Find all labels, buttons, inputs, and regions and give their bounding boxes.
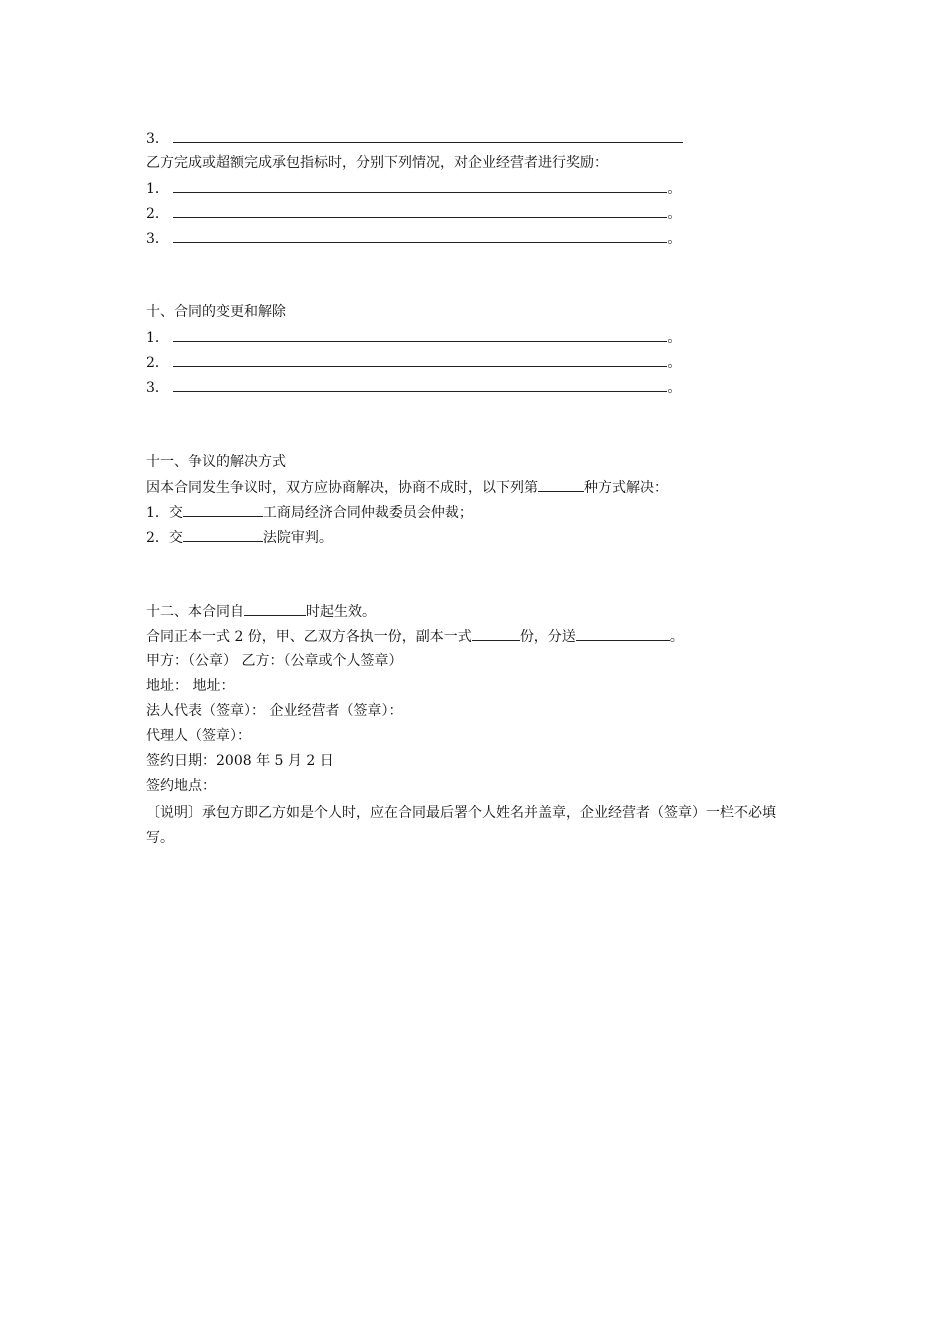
- change-item-2: [146, 352, 681, 373]
- fill-in-blank[interactable]: [538, 477, 584, 492]
- agent-line: 代理人（签章）：: [146, 728, 251, 744]
- reward-item-1: [146, 178, 681, 199]
- option-text: 法院审判。: [262, 530, 333, 546]
- blank-item-3: [146, 128, 683, 149]
- item-end: 。: [667, 380, 682, 396]
- address-line: 地址： 地址：: [146, 678, 235, 694]
- reward-intro: 乙方完成或超额完成承包指标时，分别下列情况，对企业经营者进行奖励：: [146, 155, 608, 171]
- signing-place: 签约地点：: [146, 778, 216, 794]
- section-heading-effective: [146, 601, 376, 622]
- item-end: 。: [667, 206, 682, 222]
- copies-text-mid: 份，分送: [519, 629, 576, 645]
- fill-in-blank[interactable]: [173, 203, 667, 218]
- item-number: 3．: [146, 380, 169, 396]
- signing-date: 签约日期：2008 年 5 月 2 日: [146, 753, 334, 769]
- fill-in-blank[interactable]: [173, 352, 667, 367]
- dispute-intro-text: 因本合同发生争议时，双方应协商解决，协商不成时，以下列第: [146, 480, 538, 496]
- copies-line: [146, 626, 684, 647]
- fill-in-blank[interactable]: [173, 327, 667, 342]
- copies-text-end: 。: [669, 629, 684, 645]
- item-end: 。: [667, 181, 682, 197]
- fill-in-blank[interactable]: [173, 178, 667, 193]
- item-end: 。: [667, 330, 682, 346]
- heading-text-end: 时起生效。: [306, 604, 376, 620]
- item-end: 。: [667, 355, 682, 371]
- reward-item-3: [146, 228, 681, 249]
- dispute-option-2: [146, 527, 333, 548]
- section-heading-change: 十、合同的变更和解除: [146, 304, 286, 320]
- item-number: 2．: [146, 206, 169, 222]
- fill-in-blank[interactable]: [173, 377, 667, 392]
- heading-text: 十二、本合同自: [146, 604, 244, 620]
- item-number: 1．: [146, 330, 169, 346]
- option-text: 工商局经济合同仲裁委员会仲裁；: [262, 505, 473, 521]
- change-item-3: [146, 377, 681, 398]
- change-item-1: [146, 327, 681, 348]
- representative-line: 法人代表（签章）： 企业经营者（签章）：: [146, 703, 403, 719]
- item-end: 。: [667, 231, 682, 247]
- party-line: 甲方：（公章） 乙方：（公章或个人签章）: [146, 653, 403, 669]
- item-number: 3．: [146, 231, 169, 247]
- dispute-intro: [146, 477, 668, 498]
- fill-in-blank[interactable]: [472, 626, 520, 641]
- fill-in-blank[interactable]: [173, 228, 667, 243]
- reward-item-2: [146, 203, 681, 224]
- item-number: 1．: [146, 181, 169, 197]
- option-label: 2．交: [146, 530, 183, 546]
- fill-in-blank[interactable]: [244, 601, 306, 616]
- section-heading-dispute: 十一、争议的解决方式: [146, 454, 286, 470]
- item-number: 3．: [146, 131, 169, 147]
- option-label: 1．交: [146, 505, 183, 521]
- note-paragraph: 〔说明〕承包方即乙方如是个人时，应在合同最后署个人姓名并盖章，企业经营者（签章）一栏不必填写。: [146, 805, 776, 846]
- fill-in-blank[interactable]: [183, 502, 263, 517]
- dispute-intro-text-end: 种方式解决：: [584, 480, 668, 496]
- fill-in-blank[interactable]: [576, 626, 670, 641]
- fill-in-blank[interactable]: [173, 128, 683, 143]
- fill-in-blank[interactable]: [183, 527, 263, 542]
- dispute-option-1: [146, 502, 473, 523]
- item-number: 2．: [146, 355, 169, 371]
- copies-text: 合同正本一式 2 份，甲、乙双方各执一份，副本一式: [146, 629, 472, 645]
